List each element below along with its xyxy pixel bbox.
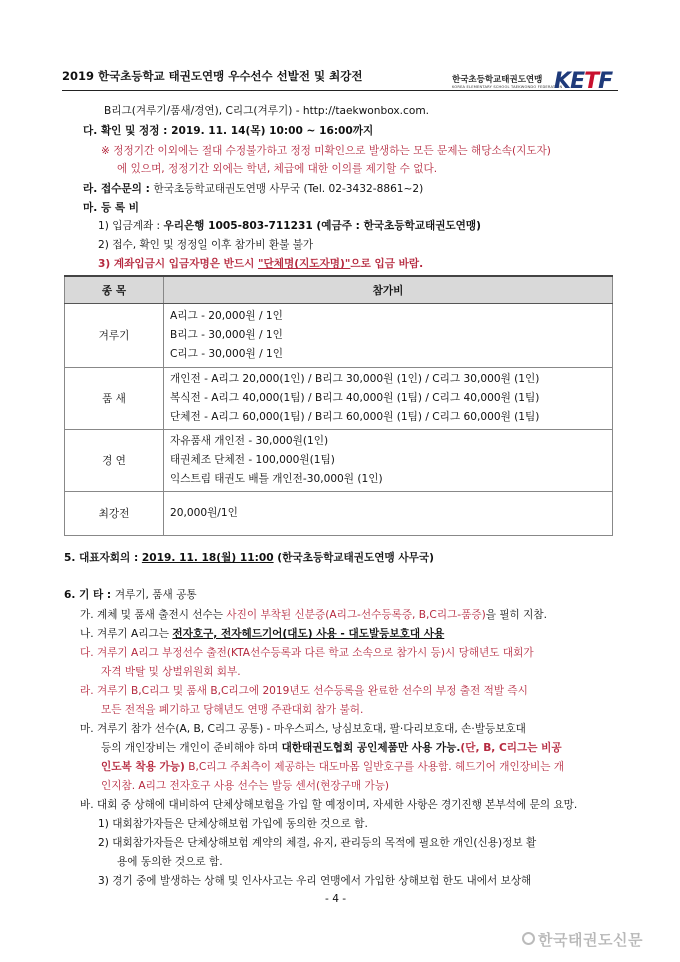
item-ma-line-3 xyxy=(101,760,564,774)
item-ra-line-1: 라. 겨루기 B,C리그 및 품새 B,C리그에 2019년도 선수등록을 완료한 선수의 부정 출전 적발 즉시 xyxy=(80,685,528,697)
fee-line: 익스트림 태권도 배틀 개인전-30,000원 (1인) xyxy=(170,473,383,485)
fee-cell xyxy=(164,492,613,536)
table-row xyxy=(65,430,613,492)
table-row xyxy=(65,492,613,536)
item-ma-text-5: B,C리그 주최측이 제공하는 대도마몸 일반호구를 사용함. 헤드기어 개인장비는 개 xyxy=(184,761,565,773)
fee-category-contest: 경 연 xyxy=(65,430,164,492)
inquiry-contact: 한국초등학교태권도연맹 사무국 (Tel. 02-3432-8861~2) xyxy=(153,183,424,195)
fee-cell xyxy=(164,430,613,492)
item-ga-text-3: 을 필히 지참. xyxy=(485,609,547,621)
item-ba-line-4: 용에 동의한 것으로 함. xyxy=(117,856,223,868)
section5-place: (한국초등학교태권도연맹 사무국) xyxy=(273,552,434,564)
fee-line: 자유품새 개인전 - 30,000원(1인) xyxy=(170,435,329,447)
section5-label: 5. 대표자회의 : xyxy=(64,552,142,564)
logo-mark-f: F xyxy=(598,69,613,94)
watermark-logo-icon xyxy=(522,932,535,945)
logo-english-name: KOREA ELEMENTARY SCHOOL TAEKWONDO FEDERATION xyxy=(452,85,563,89)
item-ma-text-3: (단, B, C리그는 비공 xyxy=(460,742,562,754)
item-na-text-1: 나. 겨루기 A리그는 xyxy=(80,628,173,640)
fee-line: 복식전 - A리그 40,000(1팀) / B리그 40,000원 (1팀) / C리그 40,000원 (1팀) xyxy=(170,392,540,404)
logo-mark-e: E xyxy=(570,69,585,94)
item-ba-line-1: 바. 대회 중 상해에 대비하여 단체상해보험을 가입 할 예정이며, 자세한 사항은 경기진행 본부석에 문의 요망. xyxy=(80,799,578,811)
page-number: - 4 - xyxy=(325,893,347,905)
fee-table-header-event: 종 목 xyxy=(65,276,164,304)
correction-notice-line-2: 에 있으며, 정정기간 외에는 학년, 체급에 대한 이의를 제기할 수 없다. xyxy=(117,163,438,175)
table-row xyxy=(65,304,613,368)
fee-line: 태권체조 단체전 - 100,000원(1팀) xyxy=(170,454,335,466)
registration-fee-heading: 마. 등 록 비 xyxy=(83,202,140,214)
item-ma-line-1: 마. 겨루기 참가 선수(A, B, C리그 공통) - 마우스피스, 낭심보호대, 팔·다리보호대, 손·발등보호대 xyxy=(80,723,526,735)
depositor-name-format: "단체명(지도자명)" xyxy=(258,258,351,270)
fee-table-header-row xyxy=(65,276,613,304)
item-ga-text-1: 가. 계체 및 품새 출전시 선수는 xyxy=(80,609,227,621)
league-link-text: B리그(겨루기/품새/경연), C리그(겨루기) - http://taekwonbox.com. xyxy=(104,105,430,117)
bank-account-value: 우리은행 1005-803-711231 (예금주 : 한국초등학교태권도연맹) xyxy=(163,220,481,232)
no-refund-line: 2) 접수, 확인 및 정정일 이후 참가비 환불 불가 xyxy=(98,239,314,251)
bank-account-line xyxy=(98,219,481,233)
logo-korean-name: 한국초등학교태권도연맹 xyxy=(452,75,543,85)
item-na-line xyxy=(80,627,444,641)
item-da-line-1: 다. 겨루기 A리그 부정선수 출전(KTA선수등록과 다른 학교 소속으로 참가시 등)시 당해년도 대회가 xyxy=(80,647,534,659)
item-ga-line xyxy=(80,608,547,622)
item-ba-line-3: 2) 대회참가자들은 단체상해보험 계약의 체결, 유지, 관리등의 목적에 필요한 개인(신용)정보 활 xyxy=(98,837,537,849)
correction-notice-line-1: ※ 정정기간 이외에는 절대 수정불가하고 정정 미확인으로 발생하는 모든 문제는 해당소속(지도자) xyxy=(101,145,551,157)
fee-table xyxy=(64,275,613,536)
fee-table-header-fee: 참가비 xyxy=(164,276,613,304)
check-correction-label: 다. 확인 및 정정 : xyxy=(83,125,172,137)
fee-line: A리그 - 20,000원 / 1인 xyxy=(170,310,283,322)
section6-subtitle: 겨루기, 품새 공통 xyxy=(114,589,197,601)
section5-line xyxy=(64,551,434,565)
item-ma-line-2 xyxy=(101,741,562,755)
section6-label: 6. 기 타 : xyxy=(64,589,115,601)
inquiry-label: 라. 접수문의 : xyxy=(83,183,154,195)
fee-line: 20,000원/1인 xyxy=(170,507,238,519)
fee-category-kyorugi: 겨루기 xyxy=(65,304,164,368)
item-ba-line-2: 1) 대회참가자들은 단체상해보험 가입에 동의한 것으로 함. xyxy=(98,818,368,830)
item-ra-line-2: 모든 전적을 폐기하고 당해년도 연맹 주관대회 참가 불허. xyxy=(101,704,364,716)
depositor-name-text-1: 3) 계좌입금시 입금자명은 반드시 xyxy=(98,258,259,270)
item-ma-text-1: 등의 개인장비는 개인이 준비해야 하며 xyxy=(101,742,282,754)
league-link-line xyxy=(104,104,429,118)
fee-cell xyxy=(164,304,613,368)
item-da-line-2: 자격 박탈 및 상벌위원회 회부. xyxy=(101,666,241,678)
depositor-name-text-2: 으로 입금 바람. xyxy=(350,258,424,270)
newspaper-watermark: 한국태권도신문 xyxy=(538,931,643,949)
item-ba-line-5: 3) 경기 중에 발생하는 상해 및 인사사고는 우리 연맹에서 가입한 상해보험 한도 내에서 보상해 xyxy=(98,875,532,887)
item-ma-line-4: 인지참. A리그 전자호구 사용 선수는 발등 센서(현장구매 가능) xyxy=(101,780,390,792)
fee-cell xyxy=(164,368,613,430)
ketf-logo xyxy=(452,69,614,95)
fee-line: B리그 - 30,000원 / 1인 xyxy=(170,329,283,341)
document-header-title: 2019 한국초등학교 태권도연맹 우수선수 선발전 및 최강전 xyxy=(62,69,363,83)
fee-line: 단체전 - A리그 60,000(1팀) / B리그 60,000원 (1팀) / C리그 60,000원 (1팀) xyxy=(170,411,540,423)
fee-category-poomsae: 품 새 xyxy=(65,368,164,430)
item-ma-text-2: 대한태권도협회 공인제품만 사용 가능. xyxy=(281,742,461,754)
table-row xyxy=(65,368,613,430)
check-correction-line xyxy=(83,124,373,138)
logo-mark-t: T xyxy=(584,69,599,94)
fee-category-champion: 최강전 xyxy=(65,492,164,536)
item-ga-text-2: 사진이 부착된 신분증(A리그-선수등록증, B,C리그-품증) xyxy=(226,609,486,621)
item-ma-text-4: 인도복 착용 가능) xyxy=(101,761,185,773)
section5-datetime: 2019. 11. 18(월) 11:00 xyxy=(141,552,274,564)
fee-line: C리그 - 30,000원 / 1인 xyxy=(170,348,284,360)
header-divider xyxy=(62,90,618,91)
fee-line: 개인전 - A리그 20,000(1인) / B리그 30,000원 (1인) / C리그 30,000원 (1인) xyxy=(170,373,540,385)
item-na-text-2: 전자호구, 전자헤드기어(대도) 사용 - 대도발등보호대 사용 xyxy=(172,628,445,640)
check-correction-period: 2019. 11. 14(목) 10:00 ~ 16:00까지 xyxy=(171,125,374,137)
depositor-name-line xyxy=(98,257,423,271)
inquiry-line xyxy=(83,182,423,196)
logo-mark-k: K xyxy=(554,69,571,94)
section6-title-line xyxy=(64,588,197,602)
bank-account-label: 1) 입금계좌 : xyxy=(98,220,164,232)
